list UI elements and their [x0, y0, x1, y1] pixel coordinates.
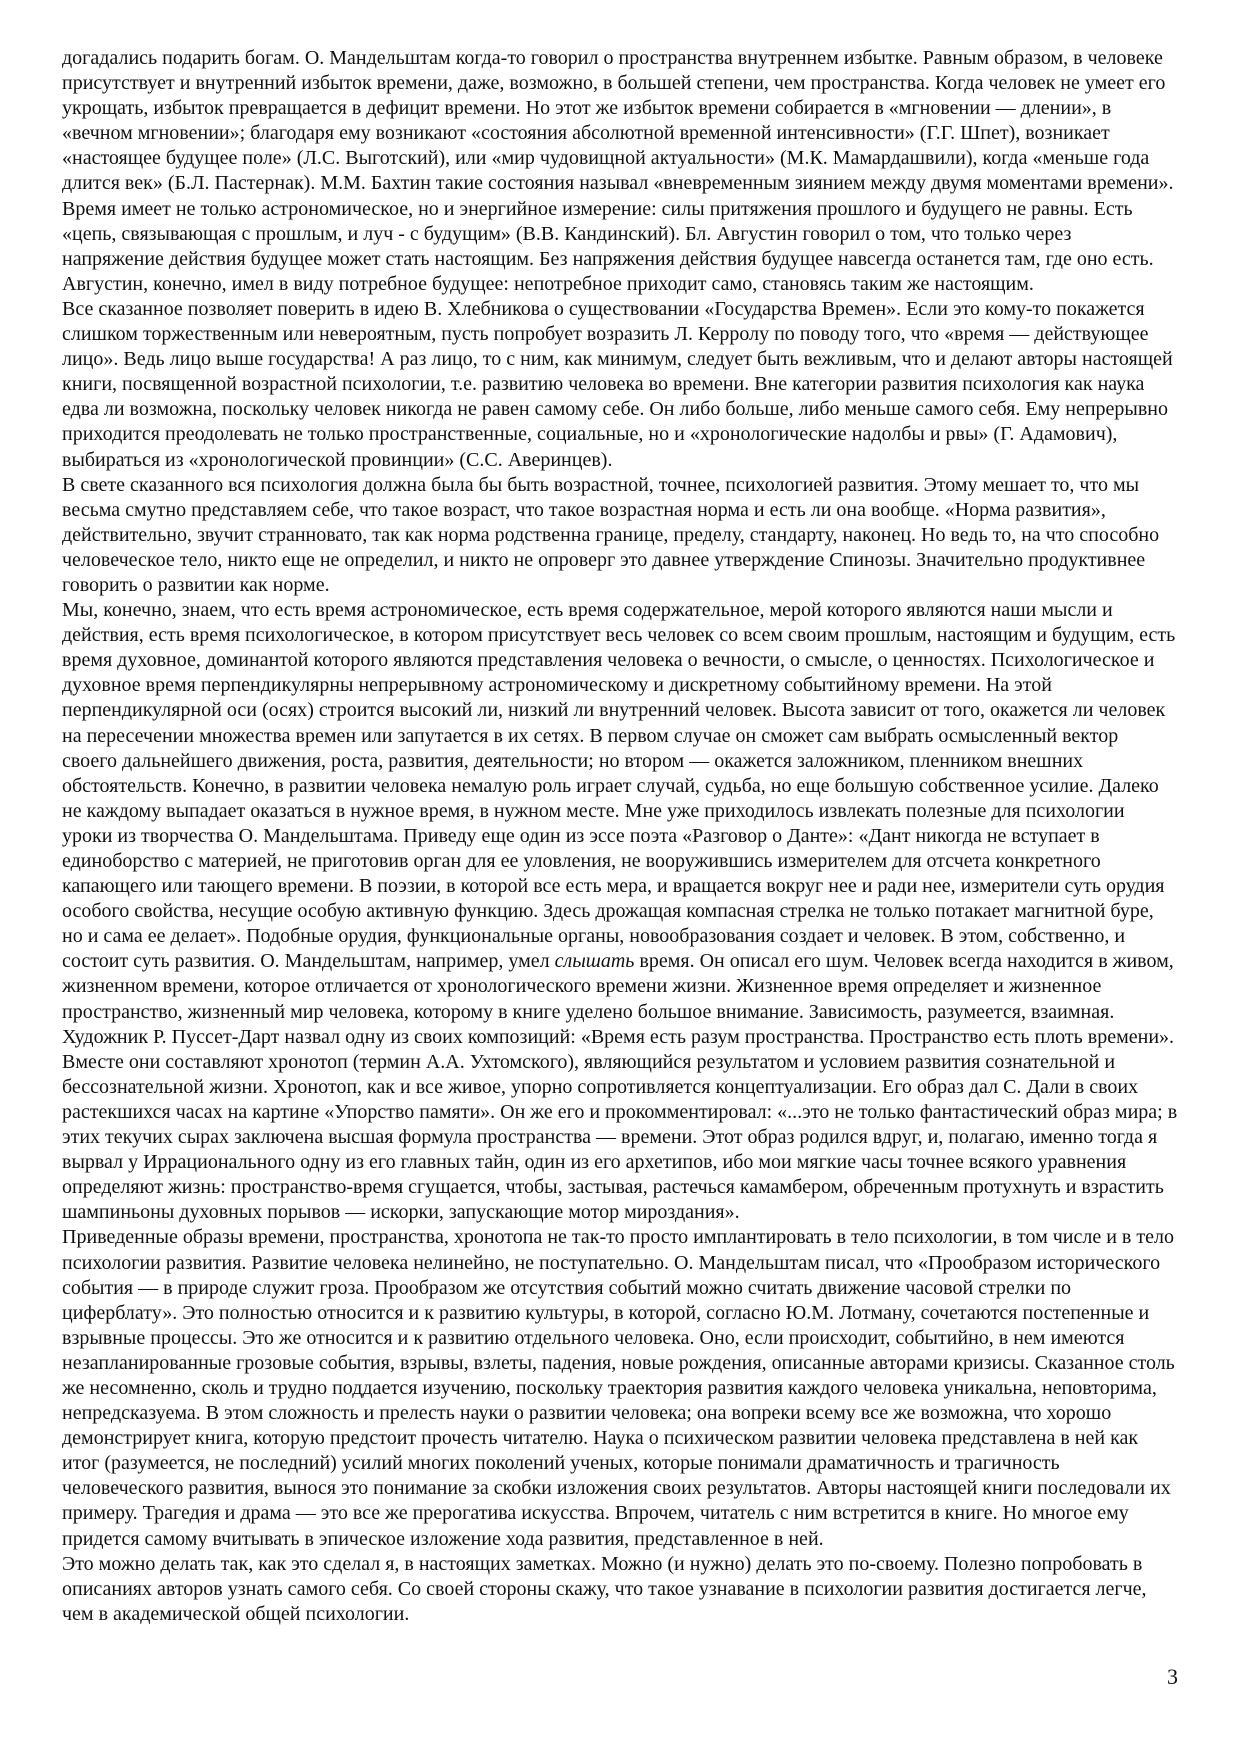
paragraph-4-emphasis: слышать [554, 950, 635, 973]
paragraph-1: догадались подарить богам. О. Мандельштам когда-то говорил о пространства внутреннем избытке. Равным образом, в человеке присутствует и внутренний избыток времени, даже, возможно, в большей степени, чем пространства. Когда человек не умеет его укрощать, избыток превращается в дефицит времени. Но этот же избыток времени собирается в «мгновении — длении», в «вечном мгновении»; благодаря ему возникают «состояния абсолютной временной интенсивности» (Г.Г. Шпет), возникает «настоящее будущее поле» (Л.С. Выготский), или «мир чудовищной актуальности» (М.К. Мамардашвили), когда «меньше года длится век» (Б.Л. Пастернак). М.М. Бахтин такие состояния называл «вневременным зиянием между двумя моментами времени». Время имеет не только астрономическое, но и энергийное измерение: силы притяжения прошлого и будущего не равны. Есть «цепь, связывающая с прошлым, и луч - с будущим» (В.В. Кандинский). Бл. Августин говорил о том, что только через напряжение действия будущее может стать настоящим. Без напряжения действия будущее навсегда останется там, где оно есть. Августин, конечно, имел в виду потребное будущее: непотребное приходит само, становясь таким же настоящим. [62, 47, 1174, 295]
paragraph-3: В свете сказанного вся психология должна была бы быть возрастной, точнее, психологией развития. Этому мешает то, что мы весьма смутно представляем себе, что такое возраст, что такое возрастная норма и есть ли она вообще. «Норма развития», действительно, звучит странновато, так как норма родственна границе, пределу, стандарту, наконец. Но ведь то, на что способно человеческое тело, никто еще не определил, и никто не опроверг это давнее утверждение Спинозы. Значительно продуктивнее говорить о развитии как норме. [62, 473, 1160, 596]
paragraph-4 [62, 598, 1178, 1225]
paragraph-2: Все сказанное позволяет поверить в идею В. Хлебникова о существовании «Государства Времен». Если это кому-то покажется слишком торжественным или невероятным, пусть попробует возразить Л. Керролу по поводу того, что «время — действующее лицо». Ведь лицо выше государства! А раз лицо, то с ним, как минимум, следует быть вежливым, что и делают авторы настоящей книги, посвященной возрастной психологии, т.е. развитию человека во времени. Вне категории развития психология как наука едва ли возможна, поскольку человек никогда не равен самому себе. Он либо больше, либо меньше самого себя. Ему непрерывно приходится преодолевать не только пространственные, социальные, но и «хронологические надолбы и рвы» (Г. Адамович), выбираться из «хронологической провинции» (С.С. Аверинцев). [62, 297, 1173, 471]
page-number: 3 [1167, 1664, 1178, 1689]
document-body [62, 46, 1178, 1627]
paragraph-4-text-after: время. Он описал его шум. Человек всегда находится в живом, жизненном времени, которое отличается от хронологического времени жизни. Жизненное время определяет и жизненное пространство, жизненный мир человека, которому в книге уделено большое внимание. Зависимость, разумеется, взаимная. Художник Р. Пуссет-Дарт назвал одну из своих композиций: «Время есть разум пространства. Пространство есть плоть времени». Вместе они составляют хронотоп (термин А.А. Ухтомского), являющийся результатом и условием развития сознательной и бессознательной жизни. Хронотоп, как и все живое, упорно сопротивляется концептуализации. Его образ дал С. Дали в своих растекшихся часах на картине «Упорство памяти». Он же его и прокомментировал: «...это не только фантастический образ мира; в этих текучих сырах заключена высшая формула пространства — времени. Этот образ родился вдруг, и, полагаю, именно тогда я вырвал у Иррационального одну из его главных тайн, один из его архетипов, ибо мои мягкие часы точнее всякого уравнения определяют жизнь: пространство-время сгущается, чтобы, застывая, растечься камамбером, обреченным протухнуть и взрастить шампиньоны духовных порывов — искорки, запускающие мотор мироздания». [62, 950, 1178, 1224]
paragraph-6: Это можно делать так, как это сделал я, в настоящих заметках. Можно (и нужно) делать это по-своему. Полезно попробовать в описаниях авторов узнать самого себя. Со своей стороны скажу, что такое узнавание в психологии развития достигается легче, чем в академической общей психологии. [62, 1552, 1147, 1625]
paragraph-4-text-before: Мы, конечно, знаем, что есть время астрономическое, есть время содержательное, мерой которого являются наши мысли и действия, есть время психологическое, в котором присутствует весь человек со всем своим прошлым, настоящим и будущим, есть время духовное, доминантой которого являются представления человека о вечности, о смысле, о ценностях. Психологическое и духовное время перпендикулярны непрерывному астрономическому и дискретному событийному времени. На этой перпендикулярной оси (осях) строится высокий ли, низкий ли внутренний человек. Высота зависит от того, окажется ли человек на пересечении множества времен или запутается в их сетях. В первом случае он сможет сам выбрать осмысленный вектор своего дальнейшего движения, роста, развития, деятельности; но втором — окажется заложником, пленником внешних обстоятельств. Конечно, в развитии человека немалую роль играет случай, судьба, но еще большую собственное усилие. Далеко не каждому выпадает оказаться в нужное время, в нужном месте. Мне уже приходилось извлекать полезные для психологии уроки из творчества О. Мандельштама. Приведу еще один из эссе поэта «Разговор о Данте»: «Дант никогда не вступает в единоборство с материей, не приготовив орган для ее уловления, не вооружившись измерителем для отсчета конкретного капающего или тающего времени. В поэзии, в которой все есть мера, и вращается вокруг нее и ради нее, измерители суть орудия особого свойства, несущие особую активную функцию. Здесь дрожащая компасная стрелка не только потакает магнитной буре, но и сама ее делает». Подобные орудия, функциональные органы, новообразования создает и человек. В этом, собственно, и состоит суть развития. О. Мандельштам, например, умел [62, 599, 1176, 973]
paragraph-5: Приведенные образы времени, пространства, хронотопа не так-то просто имплантировать в тело психологии, в том числе и в тело психологии развития. Развитие человека нелинейно, не поступательно. О. Мандельштам писал, что «Прообразом исторического события — в природе служит гроза. Прообразом же отсутствия событий можно считать движение часовой стрелки по циферблату». Это полностью относится и к развитию культуры, в которой, согласно Ю.М. Лотману, сочетаются постепенные и взрывные процессы. Это же относится и к развитию отдельного человека. Оно, если происходит, событийно, в нем имеются незапланированные грозовые события, взрывы, взлеты, падения, новые рождения, описанные авторами кризисы. Сказанное столь же несомненно, сколь и трудно поддается изучению, поскольку траектория развития каждого человека уникальна, неповторима, непредсказуема. В этом сложность и прелесть науки о развитии человека; она вопреки всему все же возможна, что хорошо демонстрирует книга, которую предстоит прочесть читателю. Наука о психическом развитии человека представлена в ней как итог (разумеется, не последний) усилий многих поколений ученых, которые понимали драматичность и трагичность человеческого развития, вынося это понимание за скобки изложения своих результатов. Авторы настоящей книги последовали их примеру. Трагедия и драма — это все же прерогатива искусства. Впрочем, читатель с ним встретится в книге. Но многое ему придется самому вчитывать в эпическое изложение хода развития, представленное в ней. [62, 1226, 1175, 1550]
